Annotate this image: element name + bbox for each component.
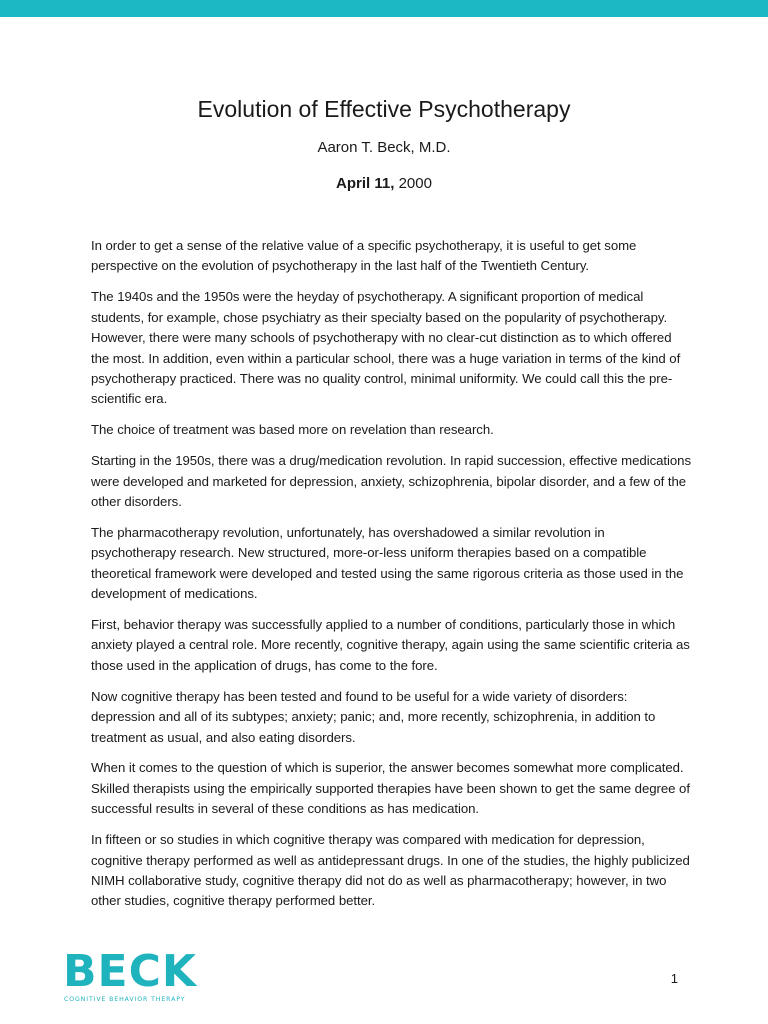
beck-logo <box>63 946 203 1006</box>
date-year: 2000 <box>394 175 432 192</box>
paragraph: In fifteen or so studies in which cognitive therapy was compared with medication for depression, cognitive therapy performed as well as antidepressant drugs. In one of the studies, the highly publicized NIMH collaborative study, cognitive therapy did not do as well as pharmacotherapy; however, in two other studies, cognitive therapy performed better. <box>91 832 690 909</box>
date-month-day: April 11, <box>336 175 395 192</box>
document-body <box>91 236 691 922</box>
logo-wordmark: BECK <box>63 946 197 997</box>
paragraph: The 1940s and the 1950s were the heyday of psychotherapy. A significant proportion of medical students, for example, chose psychiatry as their specialty based on the popularity of psychotherapy. However, there were many schools of psychotherapy with no clear-cut distinction as to which offered the most. In addition, even within a particular school, there was a huge variation in terms of the kind of psychotherapy practiced. There was no quality control, minimal uniformity. We could call this the pre-scientific era. <box>91 289 681 407</box>
page-number: 1 <box>670 971 678 986</box>
paragraph: The pharmacotherapy revolution, unfortunately, has overshadowed a similar revolution in psychotherapy research. New structured, more-or-less uniform therapies based on a compatible theoretical framework were developed and tested using the same rigorous criteria as those used in the development of medications. <box>91 524 684 602</box>
document-author: Aaron T. Beck, M.D. <box>317 139 451 156</box>
paragraph: The choice of treatment was based more on revelation than research. <box>91 422 494 438</box>
paragraph: Starting in the 1950s, there was a drug/medication revolution. In rapid succession, effective medications were developed and marketed for depression, anxiety, schizophrenia, bipolar disorder, and a few of the other disorders. <box>91 453 692 509</box>
paragraph: In order to get a sense of the relative value of a specific psychotherapy, it is useful to get some perspective on the evolution of psychotherapy in the last half of the Twentieth Century. <box>91 238 637 274</box>
document-date <box>0 173 768 195</box>
logo-tagline: COGNITIVE BEHAVIOR THERAPY <box>64 996 186 1003</box>
document-title: Evolution of Effective Psychotherapy <box>197 96 571 122</box>
paragraph: When it comes to the question of which is superior, the answer becomes somewhat more complicated. Skilled therapists using the empirically supported therapies have been shown to get the same degree of successful results in several of these conditions as has medication. <box>91 760 690 817</box>
paragraph: Now cognitive therapy has been tested and found to be useful for a wide variety of disorders: depression and all of its subtypes; anxiety; panic; and, more recently, schizophrenia, in addition to treatment as usual, and also eating disorders. <box>91 688 656 745</box>
header-accent-bar <box>0 0 768 17</box>
paragraph: First, behavior therapy was successfully applied to a number of conditions, particularly those in which anxiety played a central role. More recently, cognitive therapy, again using the same scientific criteria as those used in the application of drugs, has come to the fore. <box>91 617 690 673</box>
